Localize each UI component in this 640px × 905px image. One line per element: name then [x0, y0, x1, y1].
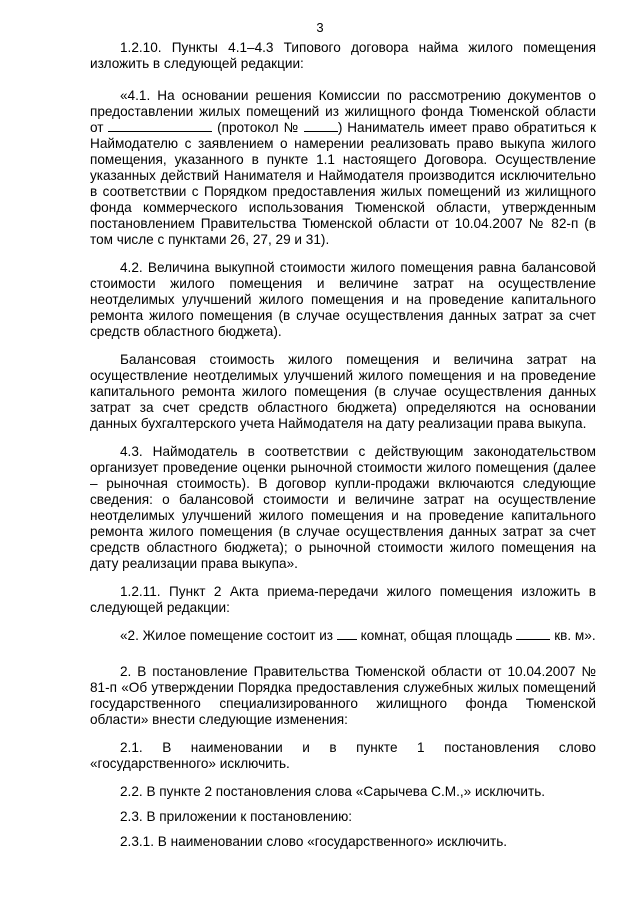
paragraph-4-1-end: ) Наниматель имеет право обратиться к Наймодателю с заявлением о намерении реализовать право выкупа жилого помещения, указанного в пункте 1.1 настоящего Договора. Осуществление указанных действий Нанимателя и Наймодателя производится исключительно в соответствии с Порядком предоставления жилых помещений из жилищного фонда коммерческого использования Тюменской области, утвержденным постановлением Правительства Тюменской области от 10.04.2007 № 82-п (в том числе с пунктами 26, 27, 29 и 31).: [90, 120, 597, 247]
rooms-count-blank: [337, 628, 357, 640]
paragraph-2: 2. В постановление Правительства Тюменской области от 10.04.2007 № 81-п «Об утверждении Порядка предоставления служебных жилых помещений государственного специализированного жилищного фонда Тюменской области» внести следующие изменения:: [90, 664, 596, 727]
date-blank: [108, 120, 212, 132]
paragraph-1-2-10: 1.2.10. Пункты 4.1–4.3 Типового договора найма жилого помещения изложить в следующей редакции:: [90, 40, 596, 71]
paragraph-4-1-protocol: (протокол №: [217, 120, 300, 135]
paragraph-2-3: 2.3. В приложении к постановлению:: [120, 809, 353, 824]
paragraph-4-1: [90, 88, 596, 248]
paragraph-4-2: 4.2. Величина выкупной стоимости жилого помещения равна балансовой стоимости жилого помещения и величине затрат на осуществление неотделимых улучшений жилого помещения и на проведение капитального ремонта жилого помещения (в случае осуществления данных затрат за счет средств областного бюджета).: [90, 260, 596, 339]
paragraph-1-2-11: 1.2.11. Пункт 2 Акта приема-передачи жилого помещения изложить в следующей редакции:: [90, 584, 596, 615]
document-body: [90, 40, 596, 850]
paragraph-4-3: 4.3. Наймодатель в соответствии с действующим законодательством организует проведение оценки рыночной стоимости жилого помещения (далее – рыночная стоимость). В договор купли-продажи включаются следующие сведения: о балансовой стоимости и величине затрат на осуществление неотделимых улучшений жилого помещения и на проведение капитального ремонта жилого помещения (в случае осуществления данных затрат за счет средств областного бюджета); о рыночной стоимости жилого помещения на дату реализации права выкупа».: [90, 444, 596, 571]
paragraph-act-item-2: [90, 628, 596, 644]
act-item-2-middle: комнат, общая площадь: [360, 628, 513, 643]
act-item-2-end: кв. м».: [554, 628, 596, 643]
area-blank: [516, 628, 550, 640]
paragraph-2-3-1: 2.3.1. В наименовании слово «государственного» исключить.: [120, 834, 508, 849]
paragraph-2-1: 2.1. В наименовании и в пункте 1 постановления слово «государственного» исключить.: [90, 740, 596, 771]
protocol-number-blank: [304, 120, 338, 132]
act-item-2-start: «2. Жилое помещение состоит из: [120, 628, 334, 643]
paragraph-balance-value: Балансовая стоимость жилого помещения и величина затрат на осуществление неотделимых улучшений жилого помещения и на проведение капитального ремонта жилого помещения (в случае осуществления данных затрат за счет средств областного бюджета) определяются на основании данных бухгалтерского учета Наймодателя на дату реализации права выкупа.: [90, 352, 596, 431]
page-number: 3: [316, 20, 324, 35]
paragraph-2-2: 2.2. В пункте 2 постановления слова «Сарычева С.М.,» исключить.: [120, 784, 546, 799]
paragraph-4-1-start: «4.1. На основании решения Комиссии по рассмотрению документов о предоставлении жилых помещений из жилищного фонда Тюменской области от: [90, 88, 596, 135]
